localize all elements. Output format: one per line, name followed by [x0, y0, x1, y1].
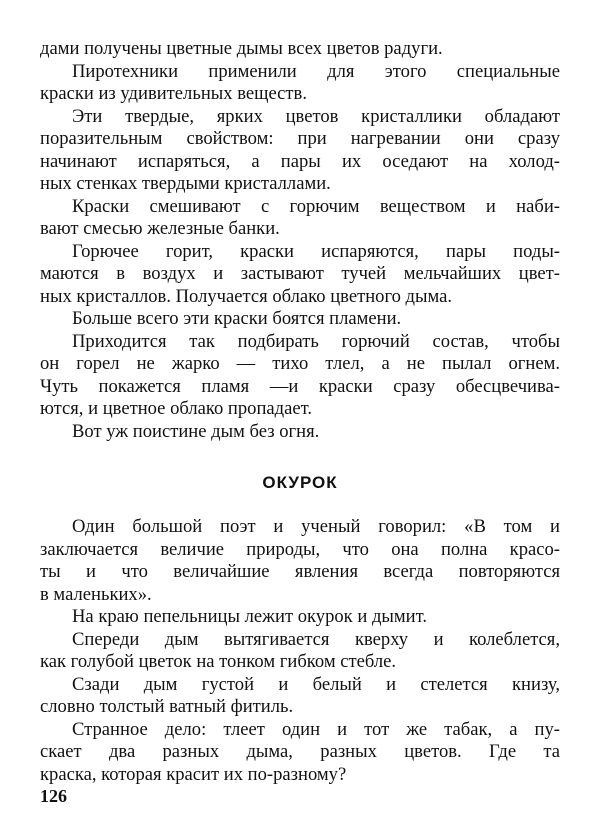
- text-line: Больше всего эти краски боятся пламени.: [72, 308, 402, 329]
- text-line: Эти твердые, ярких цветов кристаллики обладают: [72, 105, 560, 127]
- paragraph: [40, 629, 560, 674]
- paragraph: [40, 308, 560, 331]
- paragraph: [40, 38, 560, 61]
- paragraph: [40, 719, 560, 787]
- paragraph: [40, 331, 560, 421]
- paragraph: [40, 421, 560, 444]
- text-line: как голубой цветок на тонком гибком стебле.: [40, 651, 397, 672]
- paragraph: [40, 606, 560, 629]
- text-line: скает два разных дыма, разных цветов. Где та: [40, 741, 560, 762]
- text-line: краска, которая красит их по-разному?: [40, 763, 347, 785]
- text-line: Краски смешивают с горючим веществом и наби-: [72, 195, 560, 217]
- text-line: он горел не жарко — тихо тлел, а не пылал огнем.: [40, 353, 560, 374]
- paragraph: [40, 61, 560, 106]
- paragraph: [40, 106, 560, 196]
- text-line: ных кристаллов. Получается облако цветного дыма.: [40, 285, 453, 307]
- text-line: Вот уж поистине дым без огня.: [72, 420, 320, 442]
- text-line: словно толстый ватный фитиль.: [40, 696, 294, 717]
- text-line: ются, и цветное облако пропадает.: [40, 398, 313, 419]
- paragraph: [40, 674, 560, 719]
- text-line: Спереди дым вытягивается кверху и колеблется,: [72, 628, 560, 650]
- paragraph: [40, 241, 560, 309]
- text-line: маются в воздух и застывают тучей мельчайших цвет-: [40, 263, 560, 284]
- text-line: На краю пепельницы лежит окурок и дымит.: [72, 606, 427, 627]
- text-line: Один большой поэт и ученый говорил: «В том и: [72, 516, 560, 537]
- page-number: 126: [40, 786, 67, 806]
- text-line: вают смесью железные банки.: [40, 218, 280, 239]
- text-line: Сзади дым густой и белый и стелется книзу,: [72, 673, 560, 695]
- text-line: заключается величие природы, что она полна красо-: [40, 538, 560, 560]
- text-line: краски из удивительных веществ.: [40, 83, 307, 104]
- section-2-text: [40, 516, 560, 786]
- text-line: Пиротехники применили для этого специальные: [72, 60, 560, 82]
- paragraph: [40, 516, 560, 606]
- paragraph: [40, 196, 560, 241]
- text-line: Приходится так подбирать горючий состав, чтобы: [72, 330, 560, 352]
- text-line: Странное дело: тлеет один и тот же табак, а пу-: [72, 718, 560, 740]
- text-line: Горючее горит, краски испаряются, пары поды-: [72, 240, 560, 262]
- text-line: в маленьких».: [40, 583, 152, 605]
- text-line: Чуть покажется пламя —и краски сразу обесцвечива-: [40, 375, 560, 397]
- section-1-text: [40, 38, 560, 443]
- text-line: ных стенках твердыми кристаллами.: [40, 173, 331, 194]
- section-heading: ОКУРОК: [262, 473, 338, 492]
- text-line: поразительным свойством: при нагревании они сразу: [40, 128, 560, 149]
- text-line: начинают испаряться, а пары их оседают на холод-: [40, 150, 560, 172]
- text-line: ты и что величайшие явления всегда повторяются: [40, 561, 560, 582]
- text-line: дами получены цветные дымы всех цветов радуги.: [40, 38, 443, 59]
